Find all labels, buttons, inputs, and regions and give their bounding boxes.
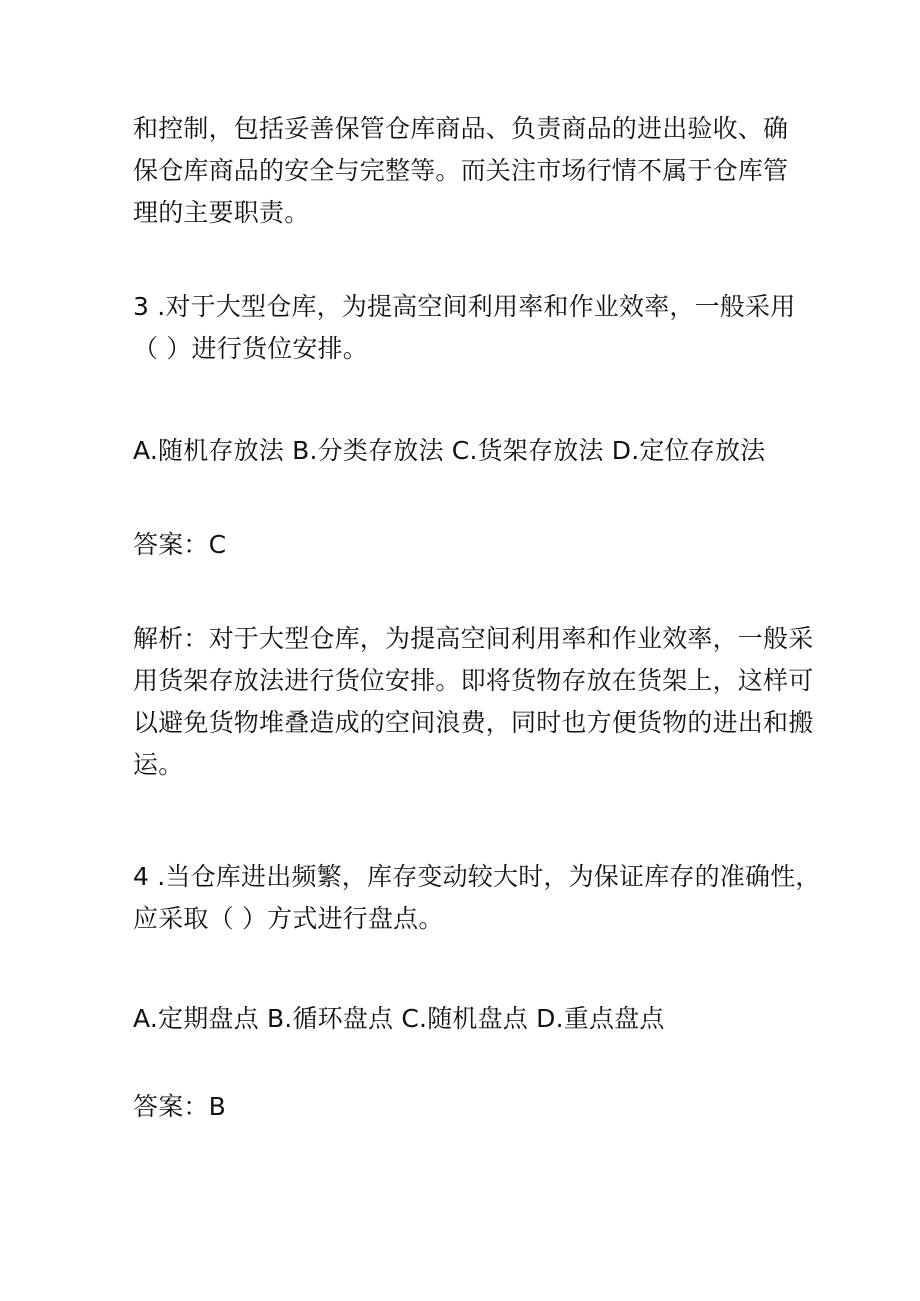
question-3-answer [133,524,833,566]
question-3-options [133,430,833,472]
text-line: 运。 [133,750,184,779]
question-4-answer [133,1086,833,1128]
question-4-options [133,998,833,1040]
explanation-paragraph [133,108,833,234]
text-line: 解析：对于大型仓库，为提高空间利用率和作业效率，一般采 [133,624,814,653]
text-line: 用货架存放法进行货位安排。即将货物存放在货架上，这样可 [133,666,814,695]
text-line: 3 .对于大型仓库，为提高空间利用率和作业效率，一般采用 [133,292,796,321]
text-line: 保仓库商品的安全与完整等。而关注市场行情不属于仓库管 [133,156,789,185]
text-line: （ ）进行货位安排。 [133,334,368,363]
text-line: 答案：B [133,1092,226,1121]
text-line: A.随机存放法 B.分类存放法 C.货架存放法 D.定位存放法 [133,436,766,465]
question-4-stem [133,856,833,940]
text-line: 答案：C [133,530,227,559]
text-line: 4 .当仓库进出频繁，库存变动较大时，为保证库存的准确性， [133,862,821,891]
text-line: 应采取（ ）方式进行盘点。 [133,904,444,933]
text-line: 以避免货物堆叠造成的空间浪费，同时也方便货物的进出和搬 [133,708,814,737]
question-3-explanation [133,618,833,786]
text-line: 理的主要职责。 [133,198,310,227]
text-line: 和控制，包括妥善保管仓库商品、负责商品的进出验收、确 [133,114,789,143]
question-3-stem [133,286,833,370]
text-line: A.定期盘点 B.循环盘点 C.随机盘点 D.重点盘点 [133,1004,665,1033]
